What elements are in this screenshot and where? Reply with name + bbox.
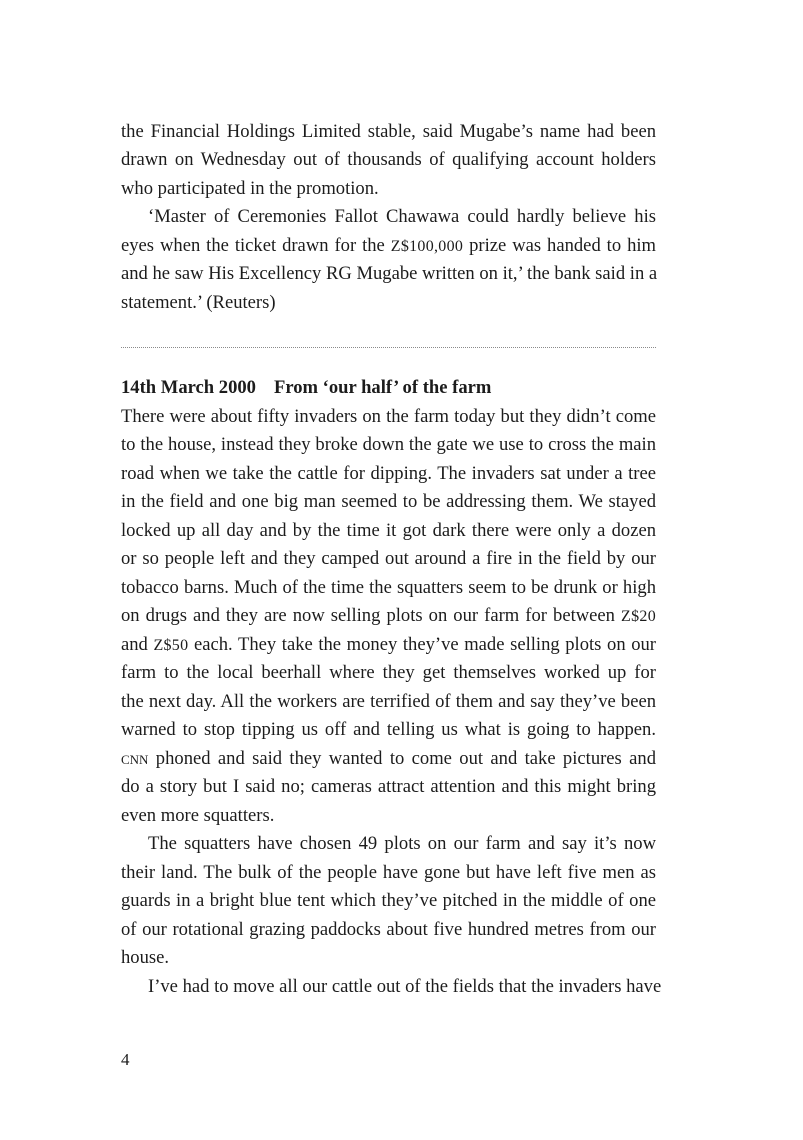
paragraph-line: of our rotational grazing paddocks about five hundred metres from our [121,919,656,940]
paragraph-line [121,232,656,260]
page-number: 4 [121,1050,130,1069]
paragraph-line: locked up all day and by the time it got dark there were only a dozen [121,520,656,541]
paragraph-line: or so people left and they camped out around a fire in the field by our [121,548,656,569]
section-divider [121,347,656,348]
paragraph-line [121,745,656,773]
paragraph-line: guards in a bright blue tent which they’ve pitched in the middle of one [121,890,656,911]
text-run: eyes when the ticket drawn for the [121,235,391,256]
paragraph-line [121,602,656,630]
entry-title: From ‘our half’ of the farm [273,377,492,398]
entry-date: 14th March 2000 [121,377,256,398]
paragraph-line: to the house, instead they broke down the gate we use to cross the main [121,434,656,455]
paragraph-line: the Financial Holdings Limited stable, said Mugabe’s name had been [121,121,656,142]
text-run: on drugs and they are now selling plots on our farm for between [121,605,622,626]
acronym-cnn: cnn [121,748,149,769]
paragraph-line: even more squatters. [121,805,275,826]
text-run: prize was handed to him [463,235,656,256]
paragraph-line: statement.’ (Reuters) [121,292,276,313]
paragraph-line: house. [121,947,170,968]
text-run: and [121,634,154,655]
paragraph-line: do a story but I said no; cameras attract attention and this might bring [121,776,656,797]
paragraph-line: and he saw His Excellency RG Mugabe written on it,’ the bank said in a [121,263,658,284]
currency-amount: Z$20 [621,608,656,625]
paragraph-line: warned to stop tipping us off and telling us what is going to happen. [121,719,656,740]
currency-amount: Z$50 [153,637,189,654]
entry-heading [121,374,491,402]
paragraph-line: The squatters have chosen 49 plots on our farm and say it’s now [148,833,656,854]
paragraph-line: I’ve had to move all our cattle out of the fields that the invaders have [148,976,662,997]
currency-amount: Z$100,000 [390,238,464,255]
paragraph-line: in the field and one big man seemed to be addressing them. We stayed [121,491,656,512]
paragraph-line: the next day. All the workers are terrified of them and say they’ve been [121,691,656,712]
paragraph-line: There were about fifty invaders on the farm today but they didn’t come [121,406,656,427]
paragraph-line: road when we take the cattle for dipping. The invaders sat under a tree [121,463,656,484]
paragraph-line: tobacco barns. Much of the time the squatters seem to be drunk or high [121,577,656,598]
paragraph-line: their land. The bulk of the people have gone but have left five men as [121,862,656,883]
paragraph-line: drawn on Wednesday out of thousands of qualifying account holders [121,149,656,170]
paragraph-line: ‘Master of Ceremonies Fallot Chawawa could hardly believe his [148,206,656,227]
paragraph-line: who participated in the promotion. [121,178,379,199]
text-run: each. They take the money they’ve made selling plots on our [188,634,656,655]
paragraph-line: farm to the local beerhall where they get themselves worked up for [121,662,656,683]
text-run: phoned and said they wanted to come out and take pictures and [148,748,656,769]
paragraph-line [121,631,656,659]
